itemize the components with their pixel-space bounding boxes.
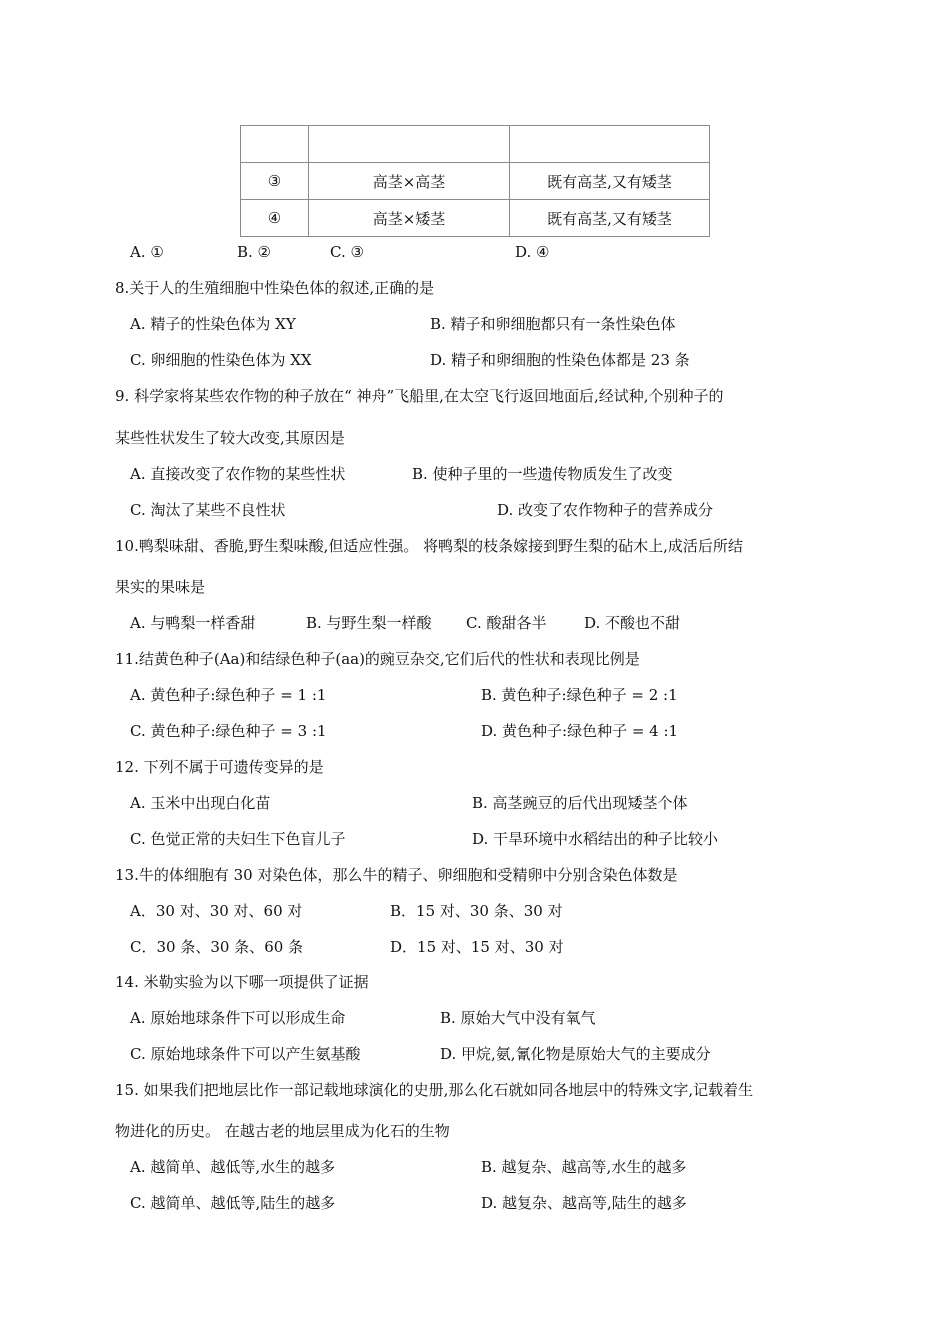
q15-stem-line2: 物进化的历史。 在越古老的地层里成为化石的生物 <box>115 1122 450 1140</box>
cross-results-table <box>240 125 710 237</box>
q14-option-a: A. 原始地球条件下可以形成生命 <box>130 1009 346 1027</box>
q7-option-a: A. ① <box>130 243 164 261</box>
q11-option-c: C. 黄色种子:绿色种子 = 3 :1 <box>130 722 327 740</box>
q9-stem-line1: 9. 科学家将某些农作物的种子放在“ 神舟”飞船里,在太空飞行返回地面后,经试种,个别种子的 <box>115 387 724 405</box>
q12-option-b: B. 高茎豌豆的后代出现矮茎个体 <box>472 794 688 812</box>
q8-option-a: A. 精子的性染色体为 XY <box>130 315 296 333</box>
q10-option-c: C. 酸甜各半 <box>466 614 547 632</box>
table-cell-cross: 高茎×高茎 <box>309 163 510 200</box>
q14-option-c: C. 原始地球条件下可以产生氨基酸 <box>130 1045 361 1063</box>
q10-option-b: B. 与野生梨一样酸 <box>306 614 432 632</box>
q13-option-b: B．15 对、30 条、30 对 <box>390 902 563 920</box>
table-cell-no <box>241 126 309 163</box>
q8-option-c: C. 卵细胞的性染色体为 XX <box>130 351 312 369</box>
q12-option-c: C. 色觉正常的夫妇生下色盲儿子 <box>130 830 346 848</box>
q9-option-d: D. 改变了农作物种子的营养成分 <box>497 501 714 519</box>
q13-option-a: A．30 对、30 对、60 对 <box>130 902 303 920</box>
q12-option-a: A. 玉米中出现白化苗 <box>130 794 271 812</box>
q14-stem: 14. 米勒实验为以下哪一项提供了证据 <box>115 973 369 991</box>
table-row <box>241 200 710 237</box>
table-cell-cross <box>309 126 510 163</box>
q15-stem-line1: 15. 如果我们把地层比作一部记载地球演化的史册,那么化石就如同各地层中的特殊文字,记载着生 <box>115 1081 754 1099</box>
q10-option-a: A. 与鸭梨一样香甜 <box>130 614 256 632</box>
q13-option-c: C．30 条、30 条、60 条 <box>130 938 304 956</box>
q12-stem: 12. 下列不属于可遗传变异的是 <box>115 758 324 776</box>
q11-option-b: B. 黄色种子:绿色种子 = 2 :1 <box>481 686 678 704</box>
q7-option-d: D. ④ <box>515 243 550 261</box>
q12-option-d: D. 干旱环境中水稻结出的种子比较小 <box>472 830 719 848</box>
q7-option-c: C. ③ <box>330 243 364 261</box>
q15-option-c: C. 越简单、越低等,陆生的越多 <box>130 1194 336 1212</box>
q14-option-b: B. 原始大气中没有氧气 <box>440 1009 596 1027</box>
table-cell-no: ④ <box>241 200 309 237</box>
table-cell-cross: 高茎×矮茎 <box>309 200 510 237</box>
table-row <box>241 126 710 163</box>
q9-option-a: A. 直接改变了农作物的某些性状 <box>130 465 346 483</box>
q9-option-b: B. 使种子里的一些遗传物质发生了改变 <box>412 465 673 483</box>
q10-stem-line1: 10.鸭梨味甜、香脆,野生梨味酸,但适应性强。 将鸭梨的枝条嫁接到野生梨的砧木上,成活后所结 <box>115 537 743 555</box>
table-cell-result: 既有高茎,又有矮茎 <box>510 163 710 200</box>
q13-option-d: D．15 对、15 对、30 对 <box>390 938 564 956</box>
table-cell-result <box>510 126 710 163</box>
q8-option-d: D. 精子和卵细胞的性染色体都是 23 条 <box>430 351 690 369</box>
q9-stem-line2: 某些性状发生了较大改变,其原因是 <box>115 429 345 447</box>
q15-option-a: A. 越简单、越低等,水生的越多 <box>130 1158 336 1176</box>
q9-option-c: C. 淘汰了某些不良性状 <box>130 501 286 519</box>
q8-stem: 8.关于人的生殖细胞中性染色体的叙述,正确的是 <box>115 279 435 297</box>
q11-stem: 11.结黄色种子(Aa)和结绿色种子(aa)的豌豆杂交,它们后代的性状和表现比例是 <box>115 650 640 668</box>
q8-option-b: B. 精子和卵细胞都只有一条性染色体 <box>430 315 676 333</box>
table-cell-no: ③ <box>241 163 309 200</box>
q10-option-d: D. 不酸也不甜 <box>584 614 681 632</box>
q15-option-d: D. 越复杂、越高等,陆生的越多 <box>481 1194 687 1212</box>
q7-option-b: B. ② <box>237 243 272 261</box>
q10-stem-line2: 果实的果味是 <box>115 578 206 596</box>
q14-option-d: D. 甲烷,氨,氰化物是原始大气的主要成分 <box>440 1045 711 1063</box>
q15-option-b: B. 越复杂、越高等,水生的越多 <box>481 1158 687 1176</box>
q13-stem: 13.牛的体细胞有 30 对染色体，那么牛的精子、卵细胞和受精卵中分别含染色体数是 <box>115 866 678 884</box>
q11-option-a: A. 黄色种子:绿色种子 = 1 :1 <box>130 686 327 704</box>
q11-option-d: D. 黄色种子:绿色种子 = 4 :1 <box>481 722 679 740</box>
table-row <box>241 163 710 200</box>
table-cell-result: 既有高茎,又有矮茎 <box>510 200 710 237</box>
